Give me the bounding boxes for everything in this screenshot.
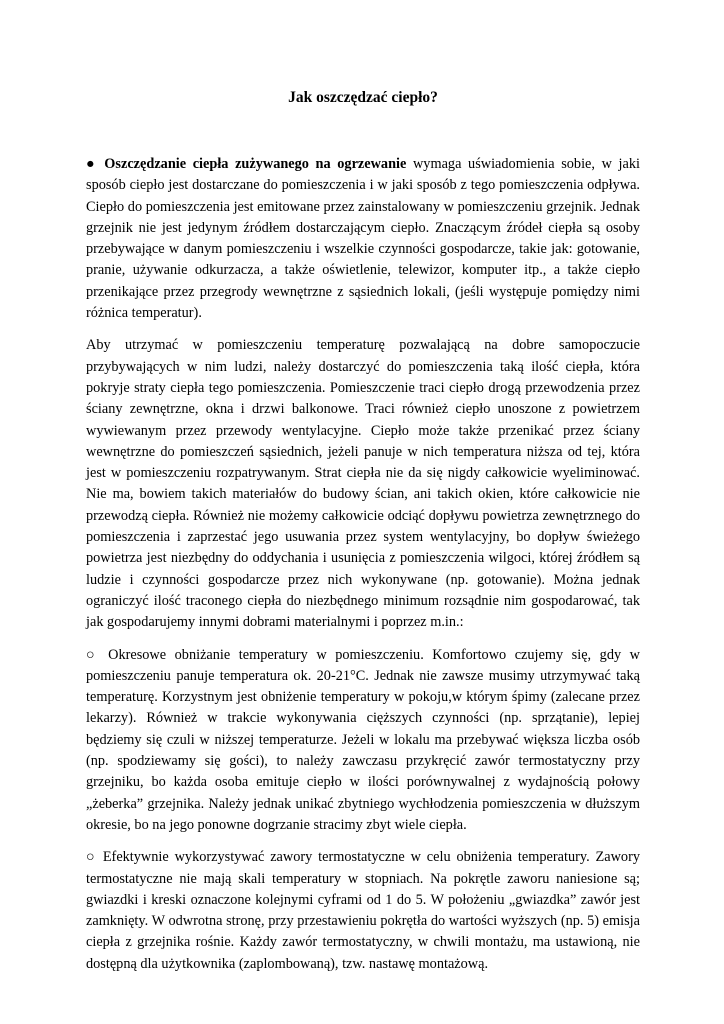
paragraph-text: wymaga uświadomienia sobie, w jaki sposób ciepło jest dostarczane do pomieszczenia i w jaki sposób z tego pomieszczenia odpływa. Ciepło do pomieszczenia jest emitowane przez zainstalowany w pomieszczeniu grzejnik. Jednak grzejnik nie jest jedynym źródłem dostarczającym ciepło. Znaczącym źródeł ciepła są osoby przebywające w danym pomieszczeniu i wszelkie czynności gospodarcze, takie jak: gotowanie, pranie, używanie odkurzacza, a także oświetlenie, telewizor, komputer itp., a także ciepło przenikające przez przegrody wewnętrzne z sąsiednich lokali, (jeśli występuje pomiędzy nimi różnica temperatur). xyxy=(86,156,640,322)
paragraph-temperature-lowering: ○ Okresowe obniżanie temperatury w pomieszczeniu. Komfortowo czujemy się, gdy w pomieszczeniu panuje temperatura ok. 20-21°C. Jednak nie zawsze musimy utrzymywać taką temperaturę. Korzystnym jest obniżenie temperatury w pokoju,w którym śpimy (zalecane przez lekarzy). Również w trakcie wykonywania cięższych czynności (np. sprzątanie), lepiej będziemy się czuli w niższej temperaturze. Jeżeli w lokalu ma przebywać większa liczba osób (np. spodziewamy się gości), to należy zawczasu przykręcić zawór termostatyczny przy grzejniku, bo każda osoba emituje ciepło w ilości porównywalnej z wydajnością połowy „żeberka” grzejnika. Należy jednak unikać zbytniego wychłodzenia pomieszczenia w dłuższym okresie, bo na jego ponowne dogrzanie stracimy zbyt wiele ciepła. xyxy=(86,646,640,833)
paragraph-thermostatic-valves: ○ Efektywnie wykorzystywać zawory termostatyczne w celu obniżenia temperatury. Zawory termostatyczne nie mają skali temperatury w stopniach. Na pokrętle zaworu naniesione są; gwiazdki i kreski oznaczone kolejnymi cyframi od 1 do 5. W położeniu „gwiazdka” zawór jest zamknięty. W odwrotna stronę, przy przestawieniu pokrętła do wartości wyższych (np. 5) emisja ciepła z grzejnika rośnie. Każdy zawór termostatyczny, w chwili montażu, ma ustawioną, nie dostępną dla użytkownika (zaplombowaną), tzw. nastawę montażową. xyxy=(86,849,640,972)
paragraph-lead-bold: ● Oszczędzanie ciepła zużywanego na ogrzewanie xyxy=(86,156,407,172)
paragraph-heating-intro xyxy=(86,154,640,324)
paragraph-heat-loss: Aby utrzymać w pomieszczeniu temperaturę pozwalającą na dobre samopoczucie przybywających w nim ludzi, należy dostarczyć do pomieszczenia taką ilość ciepła, która pokryje straty ciepła tego pomieszczenia. Pomieszczenie traci ciepło drogą przewodzenia przez ściany zewnętrzne, okna i drzwi balkonowe. Traci również ciepło unoszone z powietrzem wywiewanym przez przewody wentylacyjne. Ciepło może także przenikać przez ściany wewnętrzne do pomieszczeń sąsiednich, jeżeli panuje w nich temperatura niższa od tej, która jest w pomieszczeniu rozpatrywanym. Strat ciepła nie da się nigdy całkowicie wyeliminować. Nie ma, bowiem takich materiałów do budowy ścian, ani takich okien, które całkowicie nie przewodzą ciepła. Również nie możemy całkowicie odciąć dopływu powietrza zewnętrznego do pomieszczenia i zaprzestać jego usuwania przez system wentylacyjny, bo dopływ świeżego powietrza jest niezbędny do oddychania i usunięcia z pomieszczenia wilgoci, której źródłem są ludzie i czynności gospodarcze przez nich wykonywane (np. gotowanie). Można jednak ograniczyć ilość traconego ciepła do niezbędnego minimum rozsądnie nim gospodarować, tak jak gospodarujemy innymi dobrami materialnymi i poprzez m.in.: xyxy=(86,337,640,631)
document-title: Jak oszczędzać ciepło? xyxy=(288,89,438,106)
document-body xyxy=(86,154,640,986)
